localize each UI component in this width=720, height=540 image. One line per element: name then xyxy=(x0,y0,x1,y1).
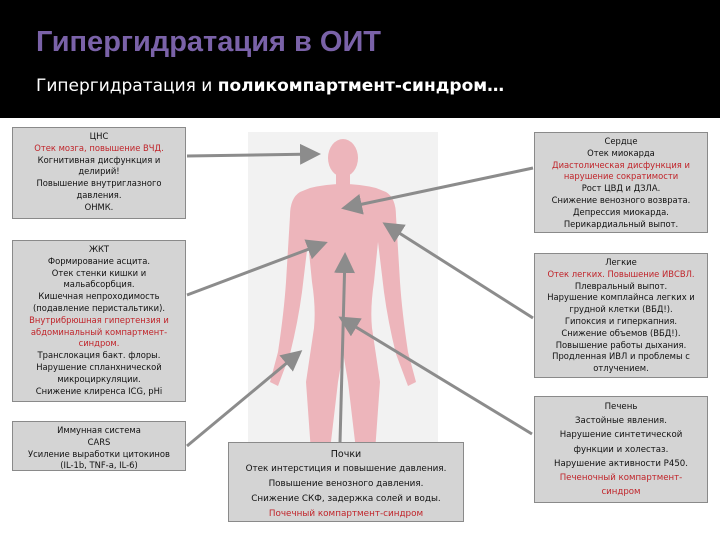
heart-lines xyxy=(539,148,703,231)
box-text-line: Почечный компартмент-синдром xyxy=(268,509,424,519)
box-text-line: Депрессия миокарда. xyxy=(573,206,669,217)
box-text-line: синдром. xyxy=(78,338,120,349)
box-text-line: синдром xyxy=(601,487,641,498)
box-text-line: Гипоксия и гиперкапния. xyxy=(564,315,678,326)
box-text-line: Нарушение спланхнической xyxy=(36,361,162,372)
box-text-line: Нарушение комплайнса легких и xyxy=(547,292,695,303)
box-text-line: Снижение клиренса ICG, pHi xyxy=(35,385,163,396)
box-text-line: отлучением. xyxy=(593,363,649,374)
box-text-line: Кишечная непроходимость xyxy=(38,291,160,302)
box-text-line: Снижение объемов (ВБД!). xyxy=(561,327,681,338)
box-text-line: Отек стенки кишки и xyxy=(51,267,147,278)
box-text-line: ОНМК. xyxy=(84,201,114,212)
box-text-line: Внутрибрюшная гипертензия и xyxy=(29,314,169,325)
box-text-line: Отек легких. Повышение ИВСВЛ. xyxy=(547,268,695,279)
box-text-line: Отек миокарда xyxy=(587,147,655,158)
box-text-line: Транслокация бакт. флоры. xyxy=(37,350,161,361)
box-text-line: CARS xyxy=(87,436,111,447)
subtitle-bold: поликомпартмент-синдром… xyxy=(217,76,505,96)
box-text-line: Плевральный выпот. xyxy=(574,280,668,291)
gi-lines xyxy=(17,256,181,398)
box-text-line: Печеночный компартмент- xyxy=(559,473,683,484)
box-text-line: Повышение венозного давления. xyxy=(268,479,424,489)
box-text-line: абдоминальный компартмент- xyxy=(30,326,168,337)
heart-heading: Сердце xyxy=(604,136,638,146)
box-text-line: Отек мозга, повышение ВЧД. xyxy=(34,142,164,153)
box-text-line: Снижение венозного возврата. xyxy=(551,194,691,205)
immune-heading: Иммунная система xyxy=(57,425,141,435)
box-text-line: (IL-1b, TNF-a, IL-6) xyxy=(60,460,138,471)
box-text-line: (подавление перистальтики). xyxy=(32,302,165,313)
slide-title: Гипергидратация в ОИТ xyxy=(36,26,382,58)
box-text-line: Нарушение синтетической xyxy=(559,430,683,441)
gi-heading: ЖКТ xyxy=(88,244,110,254)
kidneys-box xyxy=(228,442,464,522)
cns-heading: ЦНС xyxy=(89,131,109,141)
box-text-line: Когнитивная дисфункция и xyxy=(37,154,161,165)
box-text-line: грудной клетки (ВБД!). xyxy=(569,304,673,315)
liver-box xyxy=(534,396,708,503)
cns-lines xyxy=(17,143,181,214)
box-text-line: функции и холестаз. xyxy=(573,444,669,455)
subtitle-plain: Гипергидратация и xyxy=(36,76,218,96)
liver-lines xyxy=(539,414,703,499)
kidneys-lines xyxy=(233,462,459,522)
box-text-line: Продленная ИВЛ и проблемы с xyxy=(552,351,690,362)
box-text-line: мальабсорбция. xyxy=(63,279,135,290)
box-text-line: Усиление выработки цитокинов xyxy=(28,448,170,459)
heart-box xyxy=(534,132,708,233)
slide-subtitle xyxy=(36,76,504,96)
cns-box xyxy=(12,127,186,219)
immune-box xyxy=(12,421,186,471)
box-text-line: нарушение сократимости xyxy=(563,171,679,182)
slide-header xyxy=(0,0,720,118)
box-text-line: делирий! xyxy=(78,166,120,177)
box-text-line: Формирование асцита. xyxy=(47,255,151,266)
gi-box xyxy=(12,240,186,402)
box-text-line: давления. xyxy=(76,189,122,200)
box-text-line: Рост ЦВД и ДЗЛА. xyxy=(581,183,661,194)
box-text-line: Перикардиальный выпот. xyxy=(563,218,679,229)
kidneys-heading: Почки xyxy=(330,449,362,460)
immune-lines xyxy=(17,437,181,472)
lungs-heading: Легкие xyxy=(605,257,637,267)
box-text-line: Снижение СКФ, задержка солей и воды. xyxy=(251,494,441,504)
box-text-line: Повышение внутриглазного xyxy=(36,178,162,189)
box-text-line: Нарушение активности P450. xyxy=(554,458,688,469)
lungs-lines xyxy=(539,269,703,375)
box-text-line: микроциркуляции. xyxy=(57,373,141,384)
box-text-line: Повышение работы дыхания. xyxy=(555,339,687,350)
box-text-line: Отек интерстиция и повышение давления. xyxy=(245,464,447,474)
lungs-box xyxy=(534,253,708,378)
liver-heading: Печень xyxy=(604,402,638,412)
box-text-line: Застойные явления. xyxy=(575,416,667,427)
box-text-line: Диастолическая дисфункция и xyxy=(552,159,690,170)
